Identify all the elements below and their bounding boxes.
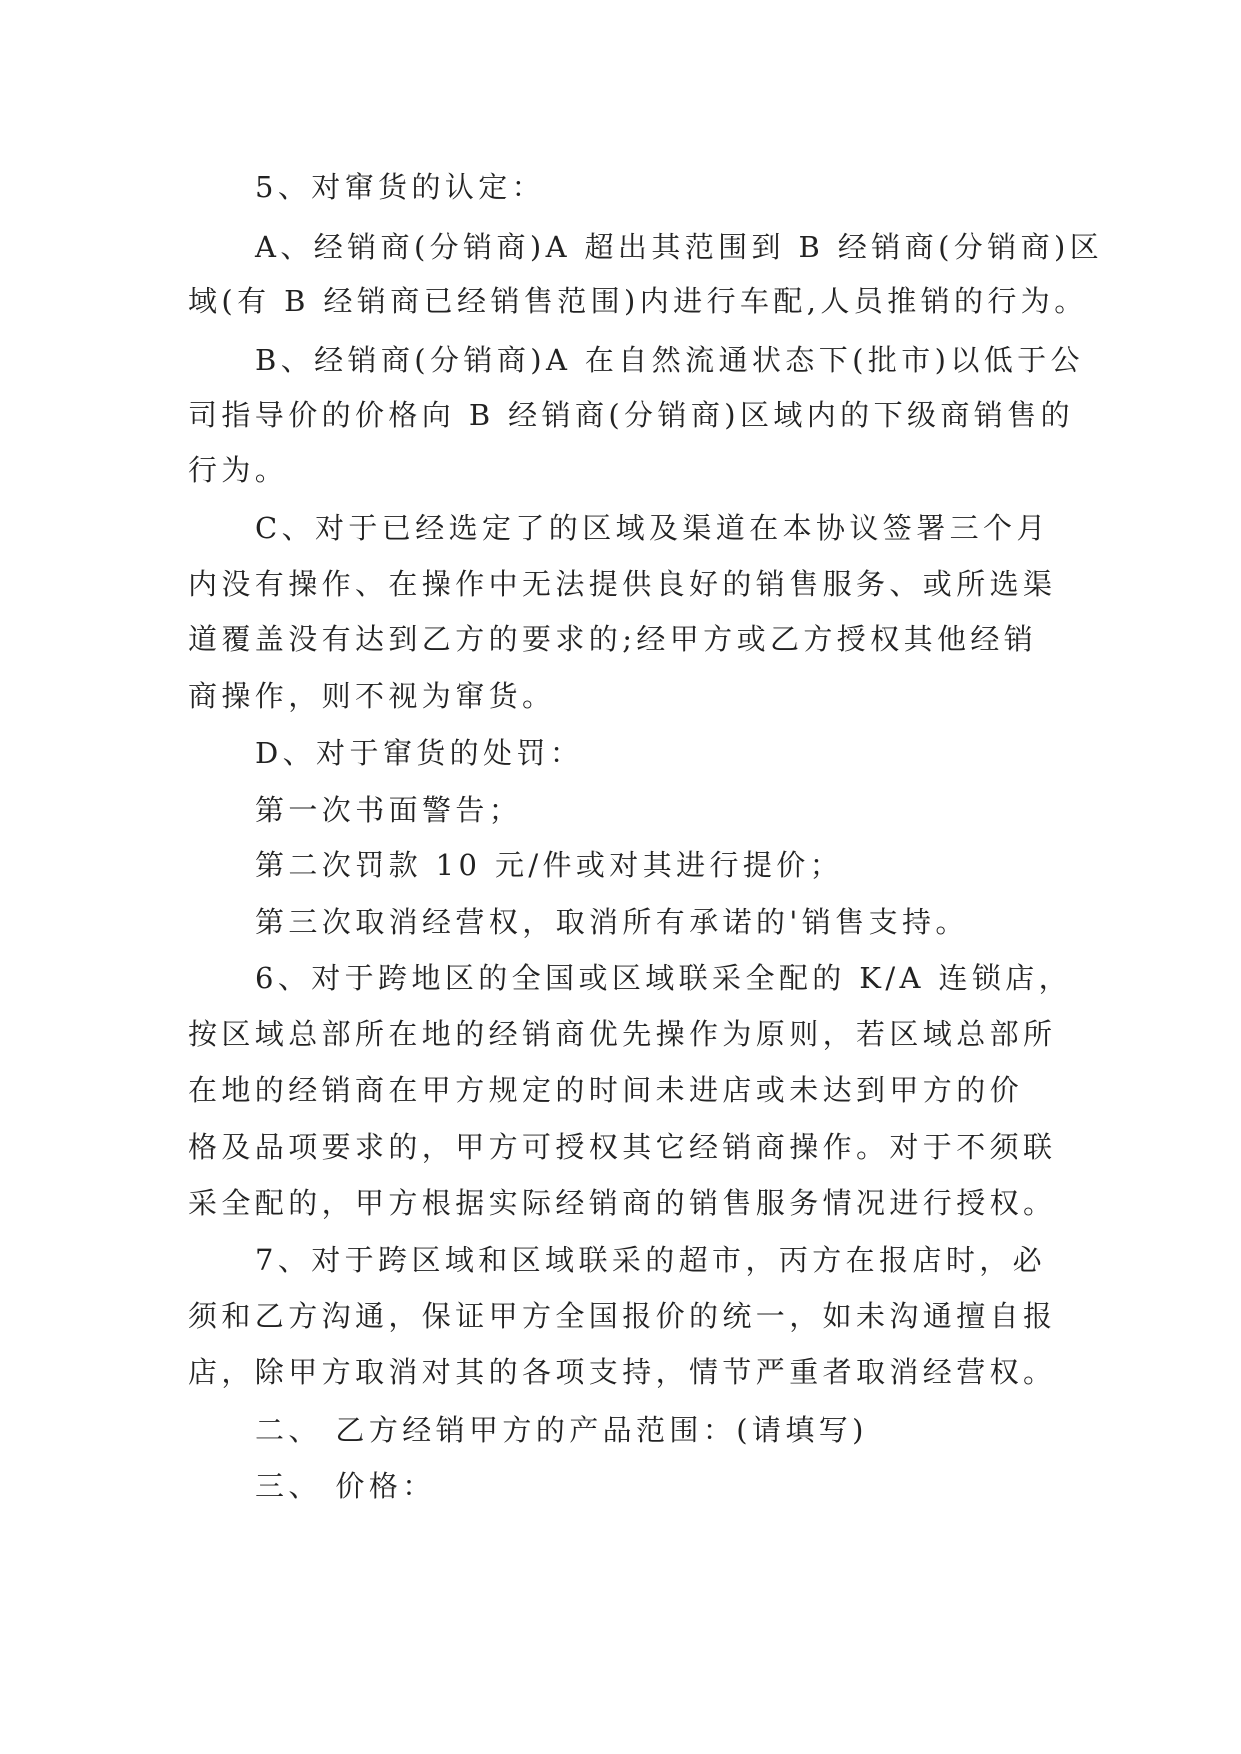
- paragraph-c-line-1: C、对于已经选定了的区域及渠道在本协议签署三个月: [255, 511, 1050, 545]
- paragraph-d-heading: D、对于窜货的处罚：: [255, 736, 584, 770]
- paragraph-a-line-1: A、经销商(分销商)A 超出其范围到 B 经销商(分销商)区: [255, 230, 1104, 264]
- paragraph-6-line-4: 格及品项要求的，甲方可授权其它经销商操作。对于不须联: [188, 1130, 1057, 1164]
- paragraph-c-line-4: 商操作，则不视为窜货。: [188, 679, 556, 713]
- paragraph-c-line-2: 内没有操作、在操作中无法提供良好的销售服务、或所选渠: [188, 567, 1057, 601]
- paragraph-5-heading: 5、对窜货的认定：: [255, 170, 546, 204]
- paragraph-b-line-1: B、经销商(分销商)A 在自然流通状态下(批市)以低于公: [255, 343, 1084, 377]
- paragraph-7-line-2: 须和乙方沟通，保证甲方全国报价的统一，如未沟通擅自报: [188, 1299, 1057, 1333]
- penalty-third: 第三次取消经营权，取消所有承诺的'销售支持。: [255, 905, 969, 939]
- paragraph-b-line-2: 司指导价的价格向 B 经销商(分销商)区域内的下级商销售的: [188, 398, 1074, 432]
- section-3-heading: 三、 价格：: [255, 1469, 436, 1503]
- paragraph-7-line-3: 店，除甲方取消对其的各项支持，情节严重者取消经营权。: [188, 1355, 1057, 1389]
- penalty-first: 第一次书面警告；: [255, 793, 523, 827]
- paragraph-6-line-1: 6、对于跨地区的全国或区域联采全配的 K/A 连锁店，: [255, 961, 1073, 995]
- paragraph-7-line-1: 7、对于跨区域和区域联采的超市，丙方在报店时，必: [255, 1243, 1047, 1277]
- paragraph-a-line-2: 域(有 B 经销商已经销售范围)内进行车配,人员推销的行为。: [188, 284, 1088, 318]
- paragraph-6-line-3: 在地的经销商在甲方规定的时间未进店或未达到甲方的价: [188, 1073, 1024, 1107]
- penalty-second: 第二次罚款 10 元/件或对其进行提价；: [255, 848, 844, 882]
- paragraph-b-line-3: 行为。: [188, 453, 289, 487]
- paragraph-c-line-3: 道覆盖没有达到乙方的要求的;经甲方或乙方授权其他经销: [188, 622, 1038, 656]
- section-2-heading: 二、 乙方经销甲方的产品范围：(请填写): [255, 1413, 868, 1447]
- paragraph-6-line-2: 按区域总部所在地的经销商优先操作为原则，若区域总部所: [188, 1017, 1057, 1051]
- paragraph-6-line-5: 采全配的，甲方根据实际经销商的销售服务情况进行授权。: [188, 1186, 1057, 1220]
